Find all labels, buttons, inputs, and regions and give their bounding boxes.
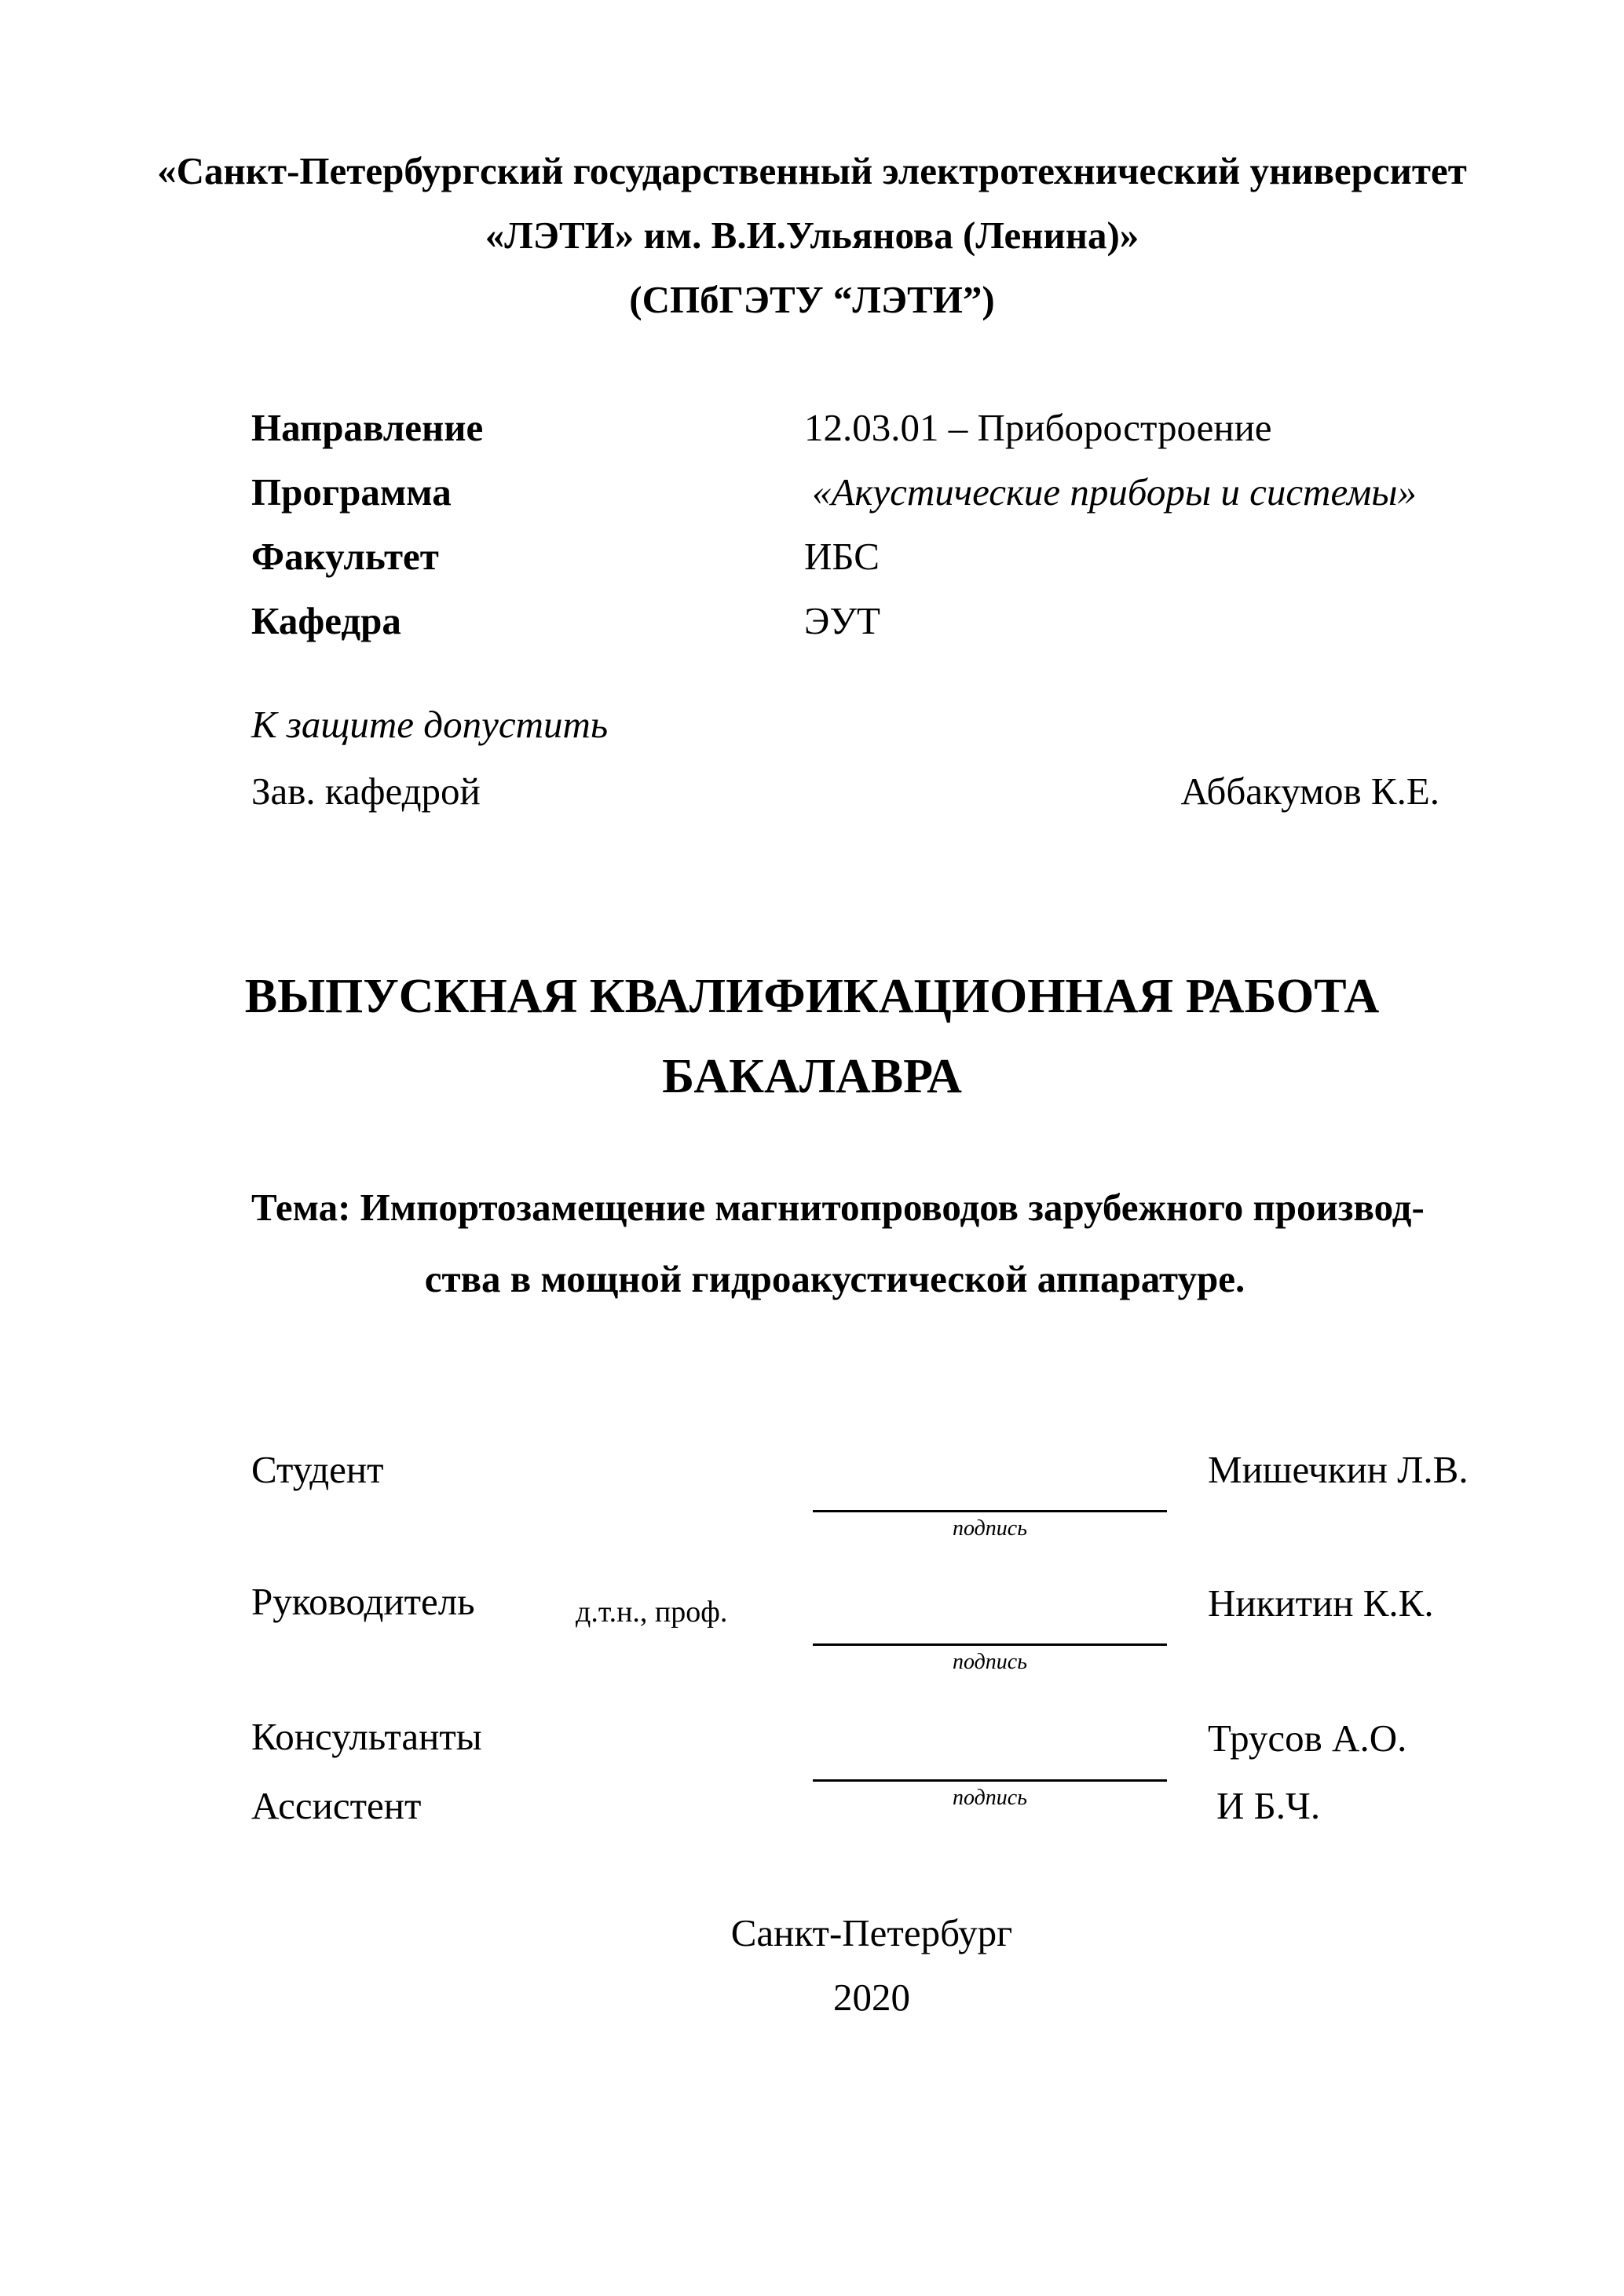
signature-caption-supervisor: подпись <box>953 1650 1027 1674</box>
thesis-title-line2: БАКАЛАВРА <box>662 1050 962 1103</box>
student-name: Мишечкин Л.В. <box>1208 1448 1469 1491</box>
thesis-title-line1: ВЫПУСКНАЯ КВАЛИФИКАЦИОННАЯ РАБОТА <box>244 970 1380 1023</box>
student-role-label: Студент <box>251 1448 384 1491</box>
faculty-label: Факультет <box>251 534 439 578</box>
admission-note: К защите допустить <box>251 703 609 746</box>
thesis-theme <box>251 1172 1425 1314</box>
department-label: Кафедра <box>251 598 401 642</box>
footer-city: Санкт-Петербург <box>730 1911 1013 1954</box>
university-header <box>0 139 1624 332</box>
department-head-name: Аббакумов К.Е. <box>1180 770 1439 813</box>
signature-caption-consultant: подпись <box>953 1786 1027 1810</box>
consultants-role-label: Консультанты <box>251 1715 482 1758</box>
info-row-faculty <box>251 524 1417 588</box>
info-row-program <box>251 459 1417 524</box>
signature-caption-student: подпись <box>953 1516 1027 1541</box>
supervisor-role-label: Руководитель <box>251 1580 475 1623</box>
supervisor-degree: д.т.н., проф. <box>576 1596 728 1629</box>
department-head-row <box>251 759 1439 824</box>
university-abbreviation: (СПбГЭТУ “ЛЭТИ”) <box>629 278 995 321</box>
thesis-theme-line2: ства в мощной гидроакустической аппаратуре. <box>424 1257 1245 1300</box>
university-name-line2: «ЛЭТИ» им. В.И.Ульянова (Ленина)» <box>485 214 1139 257</box>
signature-line-consultant <box>813 1779 1167 1782</box>
program-info-block <box>251 395 1417 653</box>
consultant-name: Трусов А.О. <box>1208 1717 1407 1760</box>
info-row-direction <box>251 395 1417 459</box>
footer-year: 2020 <box>833 1976 910 2019</box>
signature-line-supervisor <box>813 1643 1167 1646</box>
assistant-name: И Б.Ч. <box>1216 1784 1321 1827</box>
program-value: «Акустические приборы и системы» <box>812 470 1417 514</box>
supervisor-name: Никитин К.К. <box>1208 1581 1434 1625</box>
direction-label: Направление <box>251 405 484 449</box>
thesis-theme-line1: Тема: Импортозамещение магнитопроводов зарубежного производ- <box>251 1186 1425 1229</box>
program-label: Программа <box>251 470 452 514</box>
signature-line-student <box>813 1510 1167 1512</box>
direction-value: 12.03.01 – Приборостроение <box>804 405 1272 449</box>
assistant-role-label: Ассистент <box>251 1784 422 1827</box>
info-row-department <box>251 588 1417 653</box>
department-head-label: Зав. кафедрой <box>251 770 481 813</box>
university-name-line1: «Санкт-Петербургский государственный электротехнический университет <box>157 149 1467 192</box>
faculty-value: ИБС <box>804 534 880 578</box>
thesis-title <box>0 956 1624 1117</box>
department-value: ЭУТ <box>804 598 880 642</box>
